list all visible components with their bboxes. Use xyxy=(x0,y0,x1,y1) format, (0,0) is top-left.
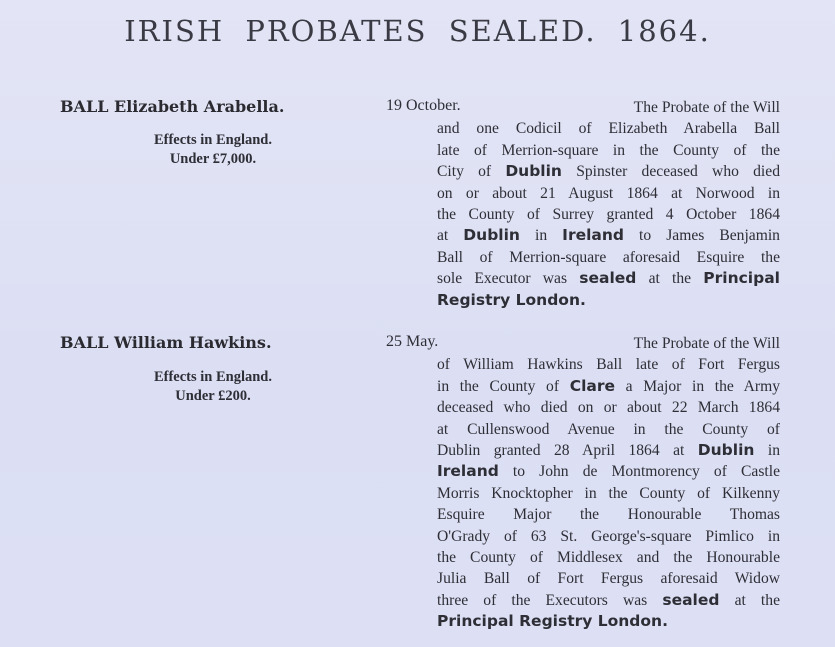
text-line: Registry London. xyxy=(437,290,586,309)
effects-label: Effects in England. xyxy=(153,369,273,385)
text-line: at Dublin in Ireland to James Benjamin xyxy=(437,226,780,245)
text-line: O'Grady of 63 St. George's-square Pimlico in xyxy=(437,527,780,545)
entry-date: 19 October. xyxy=(386,97,461,114)
text-line: Ball of Merrion-square aforesaid Esquire the xyxy=(437,248,780,266)
text-line: of William Hawkins Ball late of Fort Fergus xyxy=(437,356,780,374)
page-title: IRISH PROBATES SEALED. 1864. xyxy=(124,14,711,48)
text-line: City of Dublin Spinster deceased who died xyxy=(437,162,780,181)
entry-name: BALL William Hawkins. xyxy=(60,333,272,352)
effects-value: Under £200. xyxy=(175,388,251,404)
probate-text xyxy=(437,333,780,633)
text-line: Principal Registry London. xyxy=(437,612,668,631)
text-line: Julia Ball of Fort Fergus aforesaid Widow xyxy=(437,570,780,588)
text-line: on or about 21 August 1864 at Norwood in xyxy=(437,184,780,202)
effects-value: Under £7,000. xyxy=(169,151,257,167)
text-line: in the County of Clare a Major in the Army xyxy=(437,376,780,395)
text-line: The Probate of the Will xyxy=(633,99,780,116)
probate-text xyxy=(437,97,780,311)
effects-label: Effects in England. xyxy=(153,132,273,148)
text-line: deceased who died on or about 22 March 1864 xyxy=(437,399,780,417)
effects-block xyxy=(138,368,288,406)
text-line: Esquire Major the Honourable Thomas xyxy=(437,506,780,524)
text-line: at Cullenswood Avenue in the County of xyxy=(437,420,780,438)
text-line: sole Executor was sealed at the Principal xyxy=(437,269,780,288)
entry-name: BALL Elizabeth Arabella. xyxy=(60,97,285,116)
text-line: Ireland to John de Montmorency of Castle xyxy=(437,462,780,481)
text-line: and one Codicil of Elizabeth Arabella Ball xyxy=(437,120,780,138)
text-line: Morris Knocktopher in the County of Kilkenny xyxy=(437,484,780,502)
text-line: The Probate of the Will xyxy=(633,335,780,352)
entry-date: 25 May. xyxy=(386,333,439,350)
text-line: the County of Middlesex and the Honourable xyxy=(437,549,780,567)
text-line: Dublin granted 28 April 1864 at Dublin in xyxy=(437,441,780,460)
effects-block xyxy=(138,131,288,169)
text-line: three of the Executors was sealed at the xyxy=(437,590,780,609)
text-line: the County of Surrey granted 4 October 1864 xyxy=(437,206,780,224)
text-line: late of Merrion-square in the County of the xyxy=(437,141,780,159)
